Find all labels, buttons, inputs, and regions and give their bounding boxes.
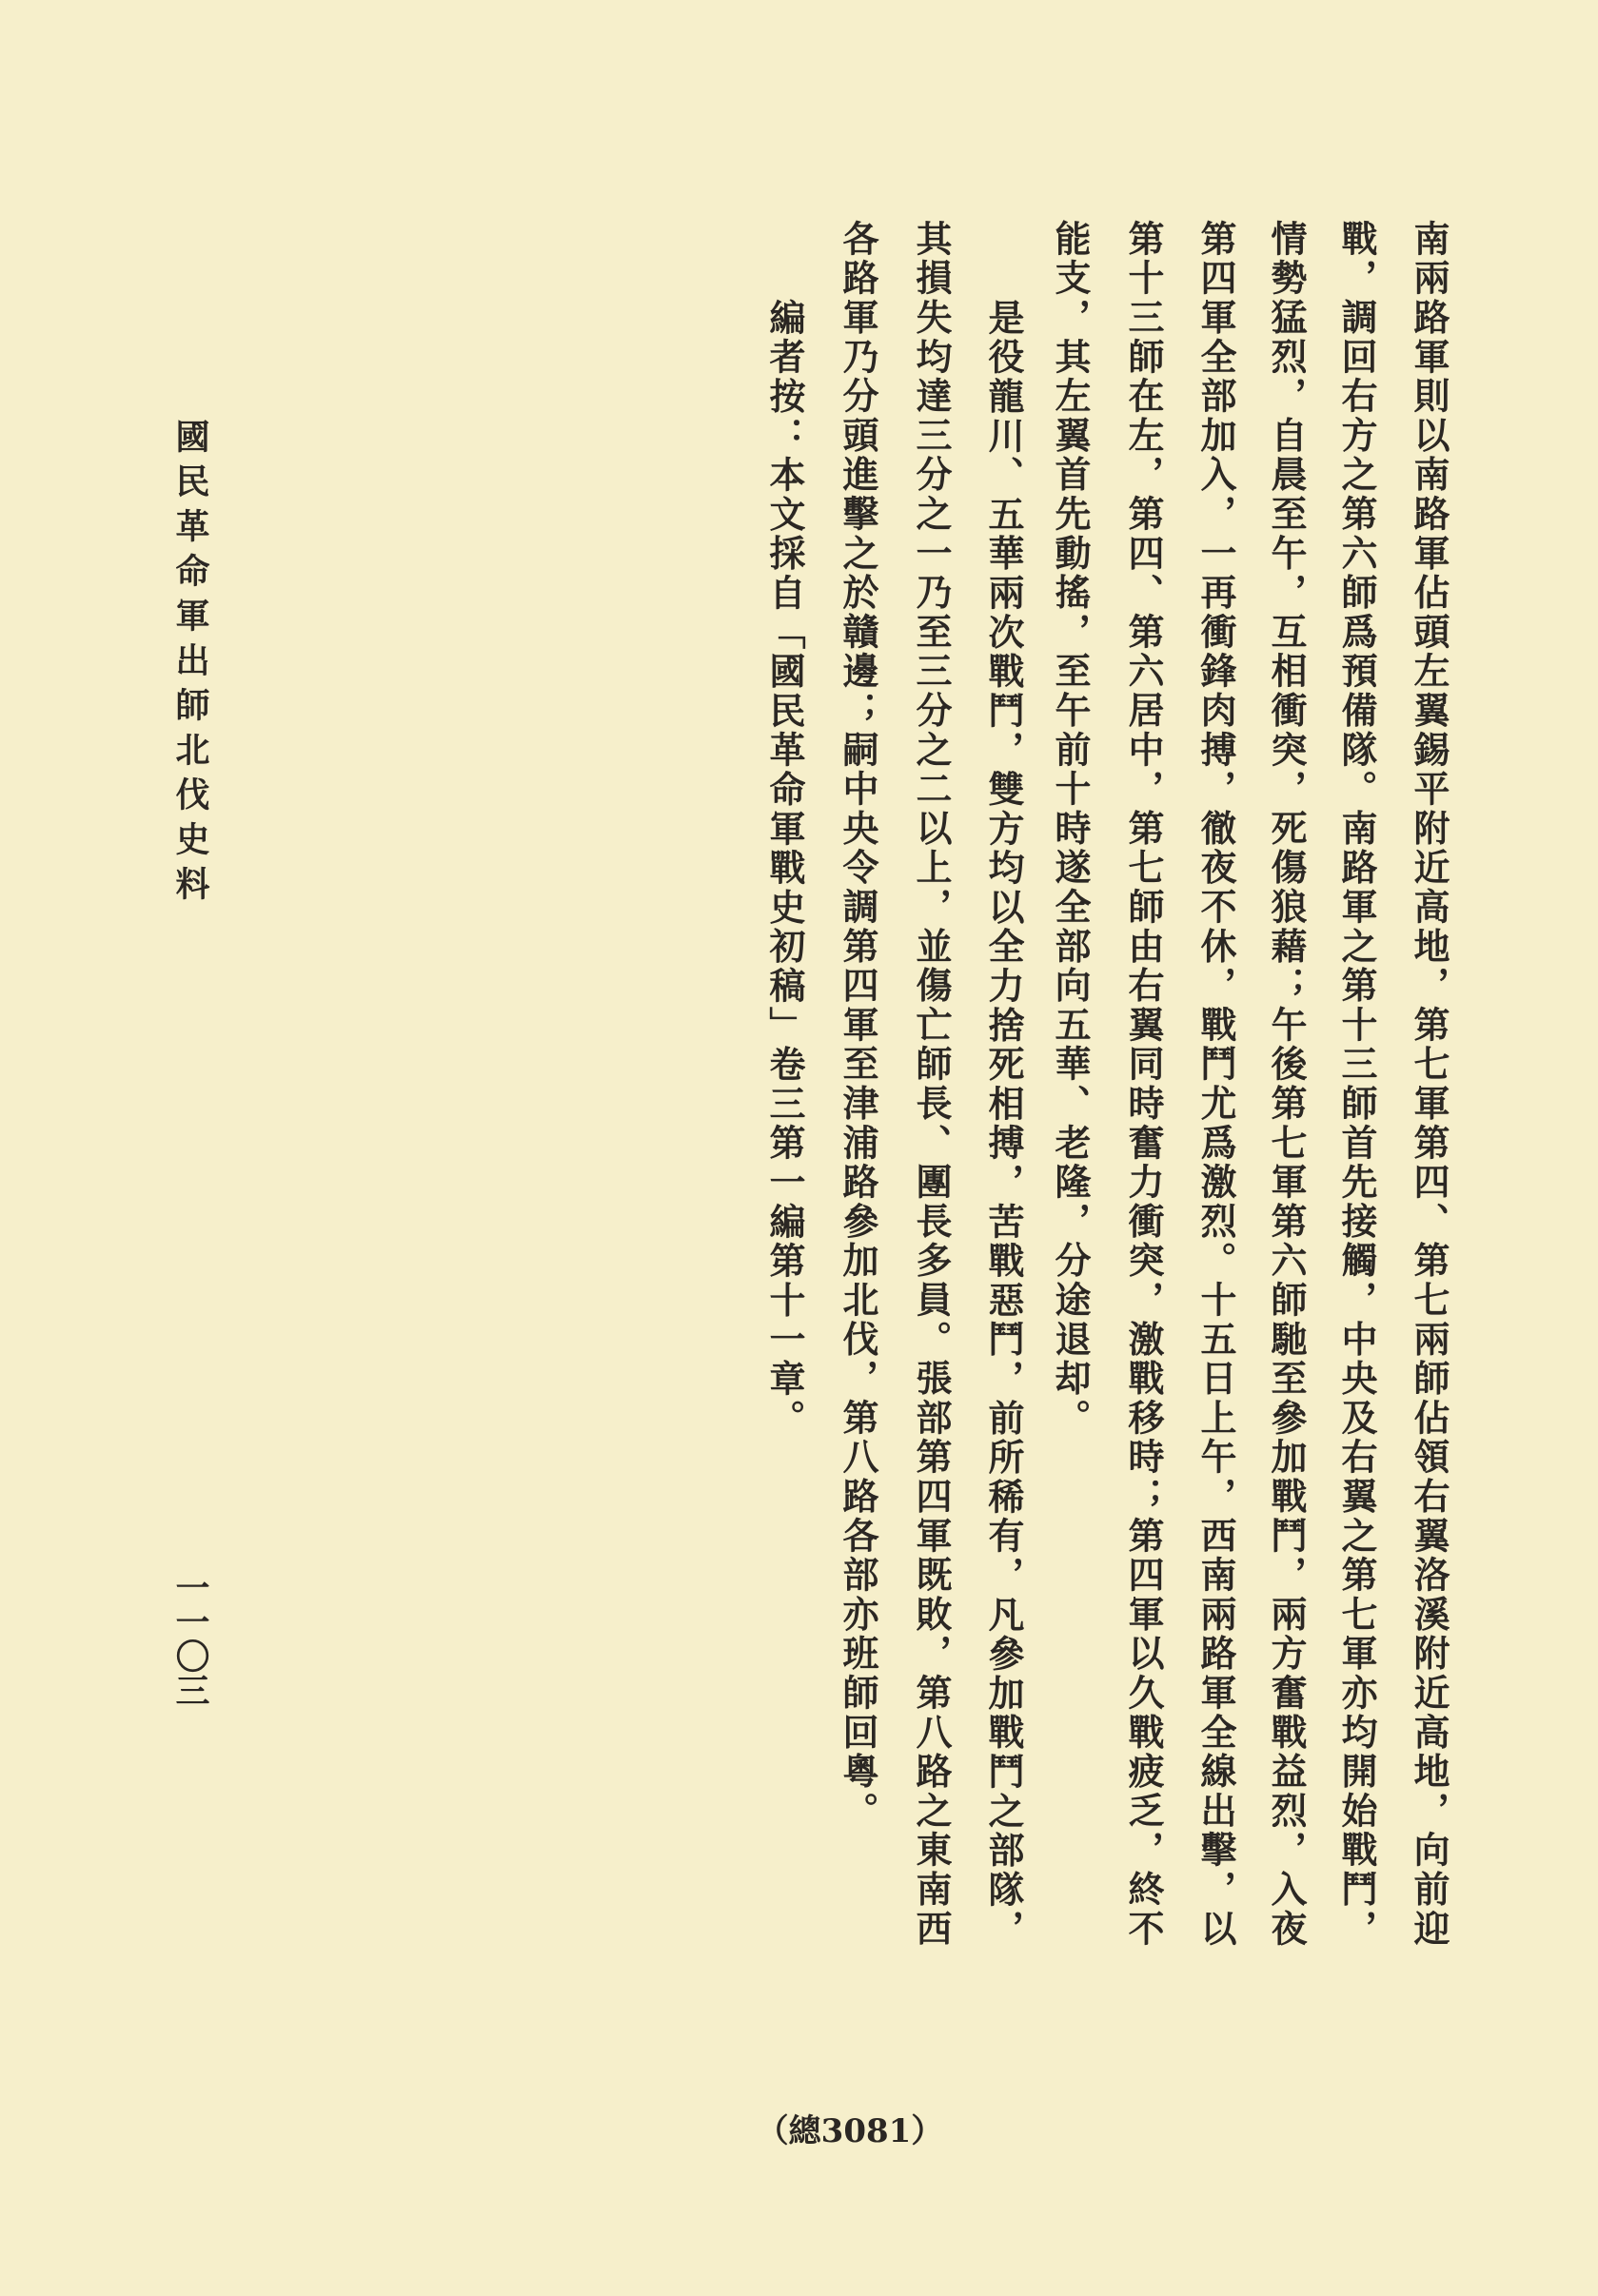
editor-note: 編者按：本文採自「國民革命軍戰史初稿」卷三第一編第十一章。 bbox=[763, 299, 806, 1439]
text-column: 其損失均達三分之一乃至三分之二以上，並傷亡師長、團長多員。張部第四軍既敗，第八路之東南西 bbox=[910, 220, 953, 1950]
text-column: 南兩路軍則以南路軍佔頭左翼錫平附近高地，第七軍第四、第七兩師佔領右翼洛溪附近高地，向前迎 bbox=[1408, 220, 1450, 1950]
page-number: 一一〇三 bbox=[170, 1570, 210, 1707]
footer-total-page: （總3081） bbox=[756, 2112, 944, 2150]
text-column: 戰，調回右方之第六師爲預備隊。南路軍之第十三師首先接觸，中央及右翼之第七軍亦均開始戰鬥， bbox=[1335, 220, 1378, 1950]
text-column: 情勢猛烈，自晨至午，互相衝突，死傷狼藉；午後第七軍第六師馳至參加戰鬥，兩方奮戰益烈，入夜 bbox=[1265, 220, 1308, 1950]
text-column: 各路軍乃分頭進擊之於贛邊；嗣中央令調第四軍至津浦路參加北伐，第八路各部亦班師回粵。 bbox=[837, 220, 879, 1832]
text-column: 能支，其左翼首先動搖，至午前十時遂全部向五華、老隆，分途退却。 bbox=[1049, 220, 1092, 1439]
text-column: 第四軍全部加入，一再衝鋒肉搏，徹夜不休，戰鬥尤爲激烈。十五日上午，西南兩路軍全線出擊，以 bbox=[1194, 220, 1237, 1950]
running-header: 國民革命軍出師北伐史料 bbox=[170, 419, 210, 911]
text-column: 第十三師在左，第四、第六居中，第七師由右翼同時奮力衝突，激戰移時；第四軍以久戰疲乏，終不 bbox=[1122, 220, 1165, 1950]
text-column: 是役龍川、五華兩次戰鬥，雙方均以全力捨死相搏，苦戰惡鬥，前所稀有，凡參加戰鬥之部隊， bbox=[982, 299, 1025, 1950]
